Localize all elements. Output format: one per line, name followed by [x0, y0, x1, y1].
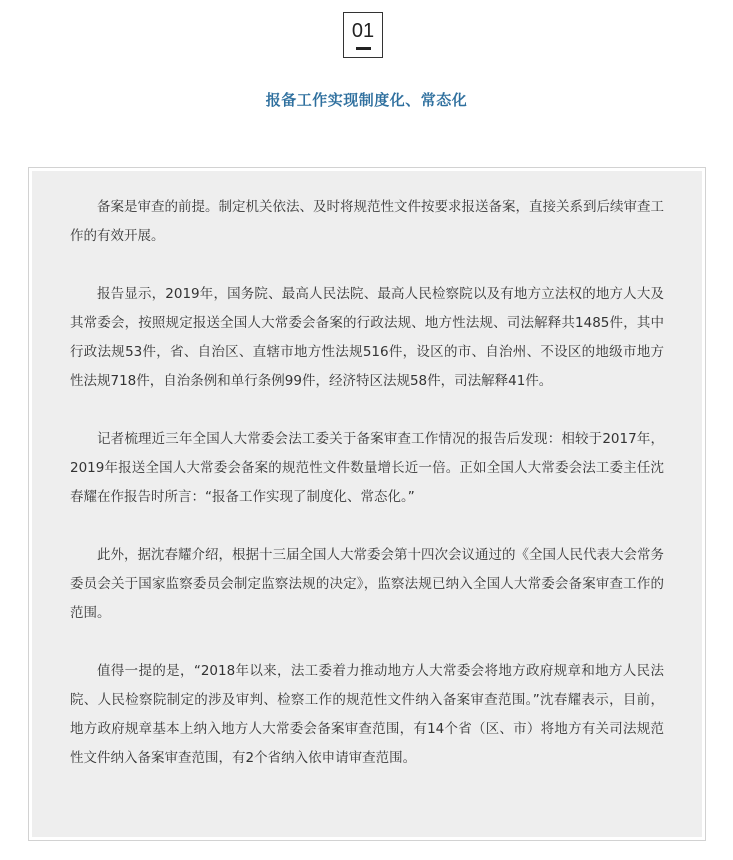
paragraph-3: 记者梳理近三年全国人大常委会法工委关于备案审查工作情况的报告后发现：相较于2017年，2019年报送全国人大常委会备案的规范性文件数量增长近一倍。正如全国人大常委会法工委主任沈春耀在作报告时所言：“报备工作实现了制度化、常态化。”: [70, 431, 664, 505]
paragraph-5: 值得一提的是，“2018年以来，法工委着力推动地方人大常委会将地方政府规章和地方人民法院、人民检察院制定的涉及审判、检察工作的规范性文件纳入备案审查范围。”沈春耀表示，目前，地方政府规章基本上纳入地方人大常委会备案审查范围，有14个省（区、市）将地方有关司法规范性文件纳入备案审查范围，有2个省纳入依申请审查范围。: [70, 663, 664, 766]
article-frame: [28, 167, 706, 841]
paragraph-1: 备案是审查的前提。制定机关依法、及时将规范性文件按要求报送备案，直接关系到后续审查工作的有效开展。: [70, 199, 664, 244]
section-number-badge: [343, 12, 383, 58]
paragraph-4: 此外，据沈春耀介绍，根据十三届全国人大常委会第十四次会议通过的《全国人民代表大会常务委员会关于国家监察委员会制定监察法规的决定》，监察法规已纳入全国人大常委会备案审查工作的范围。: [70, 547, 664, 621]
article-body: [32, 171, 702, 837]
section-title: 报备工作实现制度化、常态化: [265, 91, 468, 109]
section-number-underline: [356, 47, 371, 50]
paragraph-2: 报告显示，2019年，国务院、最高人民法院、最高人民检察院以及有地方立法权的地方人大及其常委会，按照规定报送全国人大常委会备案的行政法规、地方性法规、司法解释共1485件，其中行政法规53件，省、自治区、直辖市地方性法规516件，设区的市、自治州、不设区的地级市地方性法规718件，自治条例和单行条例99件，经济特区法规58件，司法解释41件。: [70, 286, 664, 389]
section-number: 01: [351, 20, 375, 42]
